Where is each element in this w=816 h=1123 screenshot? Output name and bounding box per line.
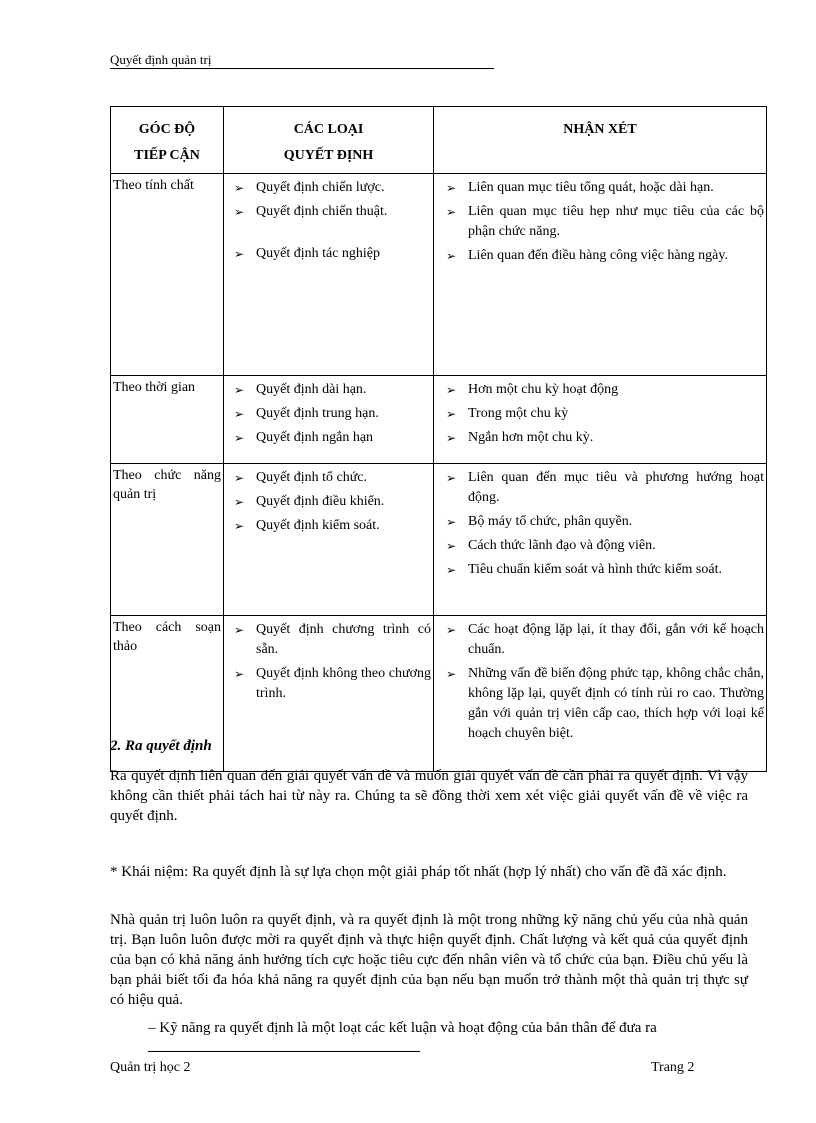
arrow-bullet-icon: ➢ bbox=[446, 249, 457, 263]
types-cell bbox=[224, 376, 434, 464]
list-item: ➢ Quyết định tổ chức. bbox=[226, 468, 431, 488]
arrow-bullet-icon: ➢ bbox=[234, 181, 245, 195]
list-item: ➢ Quyết định tác nghiệp bbox=[226, 244, 431, 264]
footer-page-number: Trang 2 bbox=[651, 1060, 695, 1075]
paragraph-intro: Ra quyết định liên quan đến giải quyết vấn đề và muốn giải quyết vấn đề cần phải ra quyết định. Vì vậy không cần thiết phải tách hai từ này ra. Chúng ta sẽ đồng thời xem xét việc giải quyết vấn đề về việc ra quyết định. bbox=[110, 768, 748, 824]
header-types: CÁC LOẠI QUYẾT ĐỊNH bbox=[224, 107, 434, 174]
types-cell bbox=[224, 464, 434, 616]
notes-cell bbox=[434, 376, 767, 464]
paragraph-concept: * Khái niệm: Ra quyết định là sự lựa chọn một giải pháp tốt nhất (hợp lý nhất) cho vấn đề đã xác định. bbox=[110, 864, 727, 880]
notes-cell bbox=[434, 174, 767, 376]
list-item: ➢ Quyết định chiến thuật. bbox=[226, 202, 431, 222]
list-item: ➢ Quyết định ngắn hạn bbox=[226, 428, 431, 448]
list-item: ➢ Liên quan mục tiêu tổng quát, hoặc dài hạn. bbox=[436, 178, 764, 198]
list-item: ➢ Liên quan mục tiêu hẹp như mục tiêu của các bộ phận chức năng. bbox=[446, 204, 764, 239]
header-aspect: GÓC ĐỘ TIẾP CẬN bbox=[111, 107, 224, 174]
list-item: ➢ Cách thức lãnh đạo và động viên. bbox=[436, 536, 764, 556]
arrow-bullet-icon: ➢ bbox=[234, 383, 245, 397]
table-header-row bbox=[111, 107, 767, 174]
types-cell bbox=[224, 174, 434, 376]
table-row bbox=[111, 174, 767, 376]
arrow-bullet-icon: ➢ bbox=[446, 471, 457, 485]
aspect-cell: Theo cách soạn thảo bbox=[111, 616, 224, 772]
list-item: ➢ Liên quan đến điều hàng công việc hàng ngày. bbox=[436, 246, 764, 266]
aspect-cell: Theo tính chất bbox=[111, 174, 224, 376]
list-item: ➢ Những vấn đề biến động phức tạp, không chắc chắn, không lặp lại, quyết định có tính rủi ro cao. Thường gắn với quản trị viên cấp cao, thích hợp với loại kế hoạch chuyên biệt. bbox=[446, 666, 764, 741]
footer-course: Quản trị học 2 bbox=[110, 1060, 191, 1075]
list-item: ➢ Tiêu chuẩn kiểm soát và hình thức kiểm soát. bbox=[436, 560, 764, 580]
arrow-bullet-icon: ➢ bbox=[446, 563, 457, 577]
list-item: ➢ Ngắn hơn một chu kỳ. bbox=[436, 428, 764, 448]
list-item: ➢ Quyết định kiểm soát. bbox=[226, 516, 431, 536]
table-row bbox=[111, 376, 767, 464]
arrow-bullet-icon: ➢ bbox=[446, 205, 457, 219]
list-item: ➢ Quyết định dài hạn. bbox=[226, 380, 431, 400]
table-row bbox=[111, 464, 767, 616]
arrow-bullet-icon: ➢ bbox=[446, 515, 457, 529]
arrow-bullet-icon: ➢ bbox=[446, 431, 457, 445]
list-item: ➢ Quyết định không theo chương trình. bbox=[234, 666, 431, 701]
arrow-bullet-icon: ➢ bbox=[234, 247, 245, 261]
arrow-bullet-icon: ➢ bbox=[234, 623, 245, 637]
arrow-bullet-icon: ➢ bbox=[234, 205, 245, 219]
paragraph-manager: Nhà quản trị luôn luôn ra quyết định, và ra quyết định là một trong những kỹ năng chủ yếu của nhà quản trị. Bạn luôn luôn được mời ra quyết định và thực hiện quyết định. Chất lượng và kết quả của quyết định của bạn có khả năng ảnh hưởng tích cực hoặc tiêu cực đến nhân viên và tổ chức của bạn. Điều chủ yếu là bạn phải biết tối đa hóa khả năng ra quyết định của bạn nếu bạn muốn trở thành một thà quản trị thực sự có hiệu quả. bbox=[110, 912, 748, 1008]
section-title: 2. Ra quyết định bbox=[110, 738, 212, 754]
header-notes: NHẬN XÉT bbox=[434, 107, 767, 174]
list-item: ➢ Hơn một chu kỳ hoạt động bbox=[436, 380, 764, 400]
list-item: ➢ Các hoạt động lặp lại, ít thay đổi, gắn với kế hoạch chuẩn. bbox=[446, 622, 764, 657]
arrow-bullet-icon: ➢ bbox=[446, 667, 457, 681]
list-item: ➢ Liên quan đến mục tiêu và phương hướng hoạt động. bbox=[446, 470, 764, 505]
arrow-bullet-icon: ➢ bbox=[446, 181, 457, 195]
arrow-bullet-icon: ➢ bbox=[234, 407, 245, 421]
list-item: ➢ Quyết định trung hạn. bbox=[226, 404, 431, 424]
notes-cell bbox=[434, 464, 767, 616]
list-item: ➢ Trong một chu kỳ bbox=[436, 404, 764, 424]
arrow-bullet-icon: ➢ bbox=[446, 407, 457, 421]
list-item: ➢ Quyết định điều khiển. bbox=[226, 492, 431, 512]
page-header: Quyết định quản trị bbox=[110, 52, 212, 67]
header-rule bbox=[110, 68, 494, 69]
arrow-bullet-icon: ➢ bbox=[234, 667, 245, 681]
arrow-bullet-icon: ➢ bbox=[446, 623, 457, 637]
list-item: ➢ Quyết định chiến lược. bbox=[226, 178, 431, 198]
arrow-bullet-icon: ➢ bbox=[446, 539, 457, 553]
types-cell bbox=[224, 616, 434, 772]
aspect-cell: Theo chức năng quản trị bbox=[111, 464, 224, 616]
arrow-bullet-icon: ➢ bbox=[234, 431, 245, 445]
list-item: ➢ Quyết định chương trình có sẵn. bbox=[234, 622, 431, 657]
paragraph-skill: – Kỹ năng ra quyết định là một loạt các kết luận và hoạt động của bản thân để đưa ra bbox=[148, 1020, 657, 1036]
arrow-bullet-icon: ➢ bbox=[234, 471, 245, 485]
footer-rule bbox=[148, 1051, 420, 1052]
list-item: ➢ Bộ máy tổ chức, phân quyền. bbox=[436, 512, 764, 532]
arrow-bullet-icon: ➢ bbox=[446, 383, 457, 397]
arrow-bullet-icon: ➢ bbox=[234, 519, 245, 533]
arrow-bullet-icon: ➢ bbox=[234, 495, 245, 509]
aspect-cell: Theo thời gian bbox=[111, 376, 224, 464]
notes-cell bbox=[434, 616, 767, 772]
decision-types-table bbox=[110, 106, 767, 772]
